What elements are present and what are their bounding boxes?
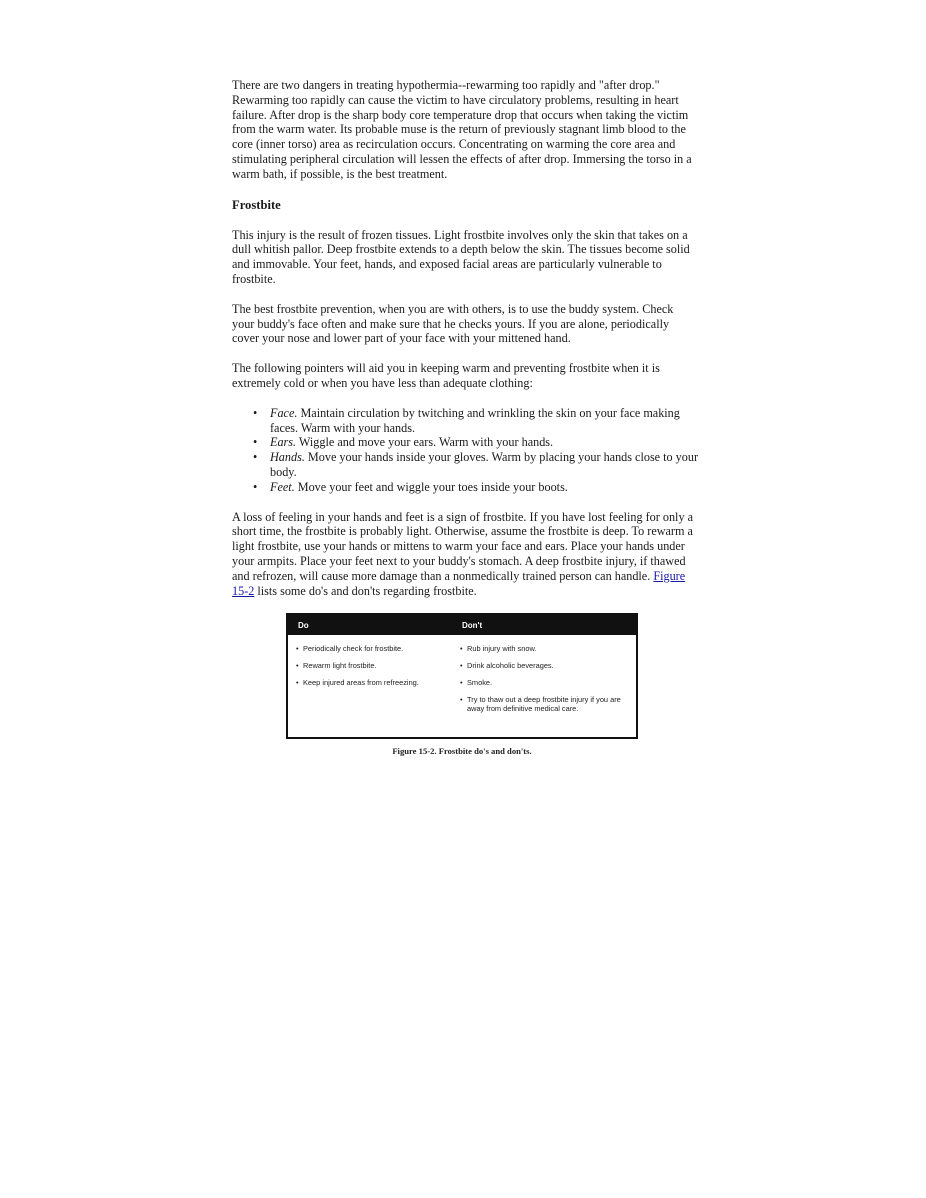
- dont-item: [460, 644, 634, 653]
- dont-item: [460, 695, 634, 713]
- pointer-term: Hands.: [270, 450, 305, 465]
- table-body: [288, 635, 636, 721]
- dont-item-text: Try to thaw out a deep frostbite injury if you are away from definitive medical care.: [467, 695, 621, 713]
- bullet-icon: •: [460, 678, 463, 687]
- do-item: [296, 644, 454, 653]
- bullet-icon: •: [253, 405, 258, 420]
- do-item-text: Rewarm light frostbite.: [303, 661, 377, 670]
- do-item-text: Periodically check for frostbite.: [303, 644, 404, 653]
- figure-caption: Figure 15-2. Frostbite do's and don'ts.: [392, 746, 532, 756]
- header-dont: Don't: [462, 620, 483, 630]
- paragraph-loss-of-feeling: [232, 510, 698, 599]
- paragraph-pointers-intro: The following pointers will aid you in keeping warm and preventing frostbite when it is extremely cold or when you have less than adequate clothing:: [232, 361, 660, 390]
- loss-text-before-link: A loss of feeling in your hands and feet is a sign of frostbite. If you have lost feeling for only a short time, the frostbite is probably light. Otherwise, assume the frostbite is deep. To rewarm a light frostbite, use your hands or mittens to warm your face and ears. Place your hands under your armpits. Place your feet next to your buddy's stomach. A deep frostbite injury, if thawed and refrozen, will cause more damage than a nonmedically trained person can handle.: [232, 509, 693, 583]
- list-item-hands: [253, 450, 699, 480]
- bullet-icon: •: [253, 479, 258, 494]
- list-item-ears: [253, 435, 698, 450]
- pointer-text: Maintain circulation by twitching and wrinkling the skin on your face making faces. Warm with your hands.: [270, 405, 680, 435]
- figure-link[interactable]: Figure 15-2: [232, 568, 686, 598]
- bullet-icon: •: [296, 661, 299, 670]
- paragraph-frostbite-injury: This injury is the result of frozen tissues. Light frostbite involves only the skin that takes on a dull whitish pallor. Deep frostbite extends to a depth below the skin. The tissues become solid and immovable. Your feet, hands, and exposed facial areas are particularly vulnerable to frostbite.: [232, 227, 690, 286]
- loss-text-after-link: lists some do's and don'ts regarding frostbite.: [254, 583, 477, 598]
- dont-item: [460, 661, 634, 670]
- pointer-term: Face.: [270, 405, 298, 420]
- dont-item: [460, 678, 634, 687]
- bullet-icon: •: [253, 450, 258, 465]
- bullet-icon: •: [460, 661, 463, 670]
- document-page: [232, 78, 698, 598]
- pointer-text: Move your hands inside your gloves. Warm by placing your hands close to your body.: [270, 450, 699, 479]
- bullet-icon: •: [253, 435, 258, 450]
- dont-column: [454, 644, 634, 721]
- do-column: [288, 644, 454, 721]
- table-header: [288, 615, 636, 635]
- pointer-text: Move your feet and wiggle your toes inside your boots.: [294, 479, 568, 494]
- bullet-icon: •: [296, 678, 299, 687]
- bullet-icon: •: [296, 644, 299, 653]
- bullet-icon: •: [460, 695, 463, 704]
- list-item-face: [253, 405, 698, 436]
- pointer-term: Feet.: [270, 479, 295, 494]
- paragraph-hypothermia-dangers: There are two dangers in treating hypothermia--rewarming too rapidly and "after drop." Rewarming too rapidly can cause the victim to have circulatory problems, resulting in heart failure. After drop is the sharp body core temperature drop that occurs when taking the victim from the warm water. Its probable muse is the return of previously stagnant limb blood to the core (inner torso) area as recirculation occurs. Concentrating on warming the core area and stimulating peripheral circulation will lessen the effects of after drop. Immersing the torso in a warm bath, if possible, is the best treatment.: [232, 78, 692, 181]
- frostbite-dos-donts-table: [286, 613, 638, 739]
- pointer-term: Ears.: [270, 435, 297, 450]
- header-do: Do: [298, 620, 309, 630]
- pointer-text: Wiggle and move your ears. Warm with your hands.: [296, 435, 554, 450]
- do-item-text: Keep injured areas from refreezing.: [303, 678, 419, 687]
- paragraph-frostbite-prevention: The best frostbite prevention, when you are with others, is to use the buddy system. Check your buddy's face often and make sure that he checks yours. If you are alone, periodically cover your nose and lower part of your face with your mittened hand.: [232, 301, 674, 346]
- section-heading-frostbite: Frostbite: [232, 197, 281, 212]
- pointers-list: [232, 406, 698, 495]
- do-item: [296, 678, 454, 687]
- dont-item-text: Rub injury with snow.: [467, 644, 537, 653]
- bullet-icon: •: [460, 644, 463, 653]
- do-item: [296, 661, 454, 670]
- dont-item-text: Drink alcoholic beverages.: [467, 661, 554, 670]
- dont-item-text: Smoke.: [467, 678, 493, 687]
- list-item-feet: [253, 479, 698, 495]
